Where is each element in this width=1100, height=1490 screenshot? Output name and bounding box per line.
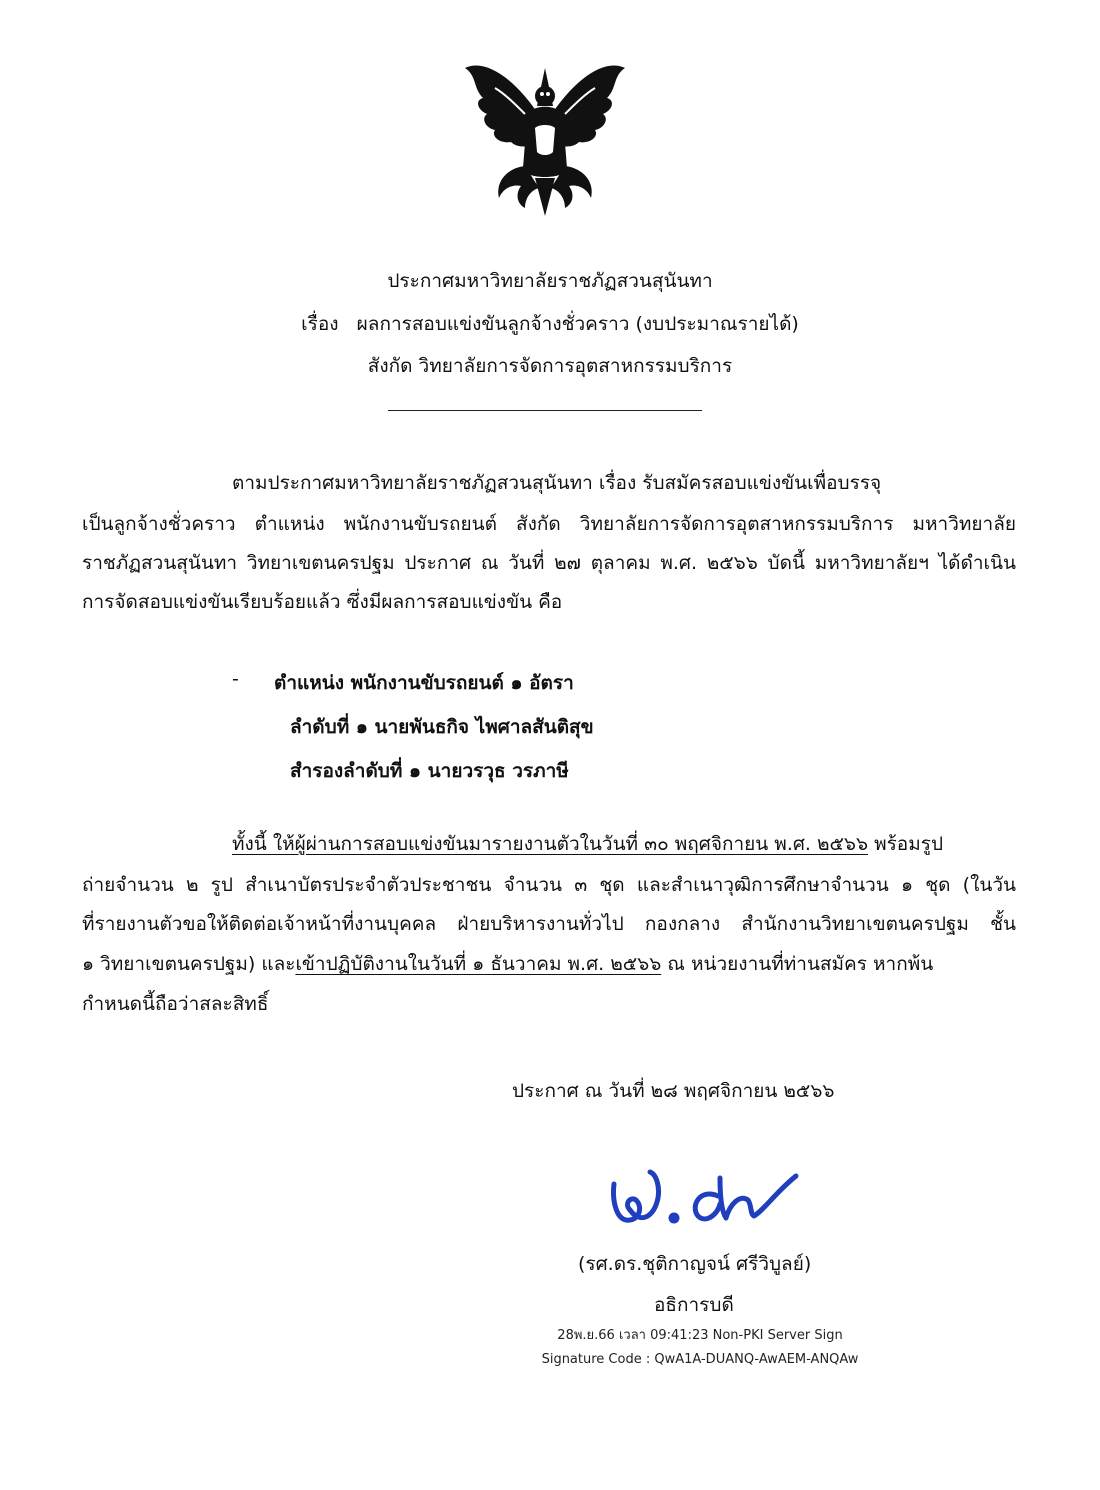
start-work-date-underlined: เข้าปฏิบัติงานในวันที่ ๑ ธันวาคม พ.ศ. ๒๕๖๖ xyxy=(295,953,662,975)
header-divider xyxy=(388,410,702,411)
instructions-line-4 xyxy=(82,949,933,979)
intro-line-4: การจัดสอบแข่งขันเรียบร้อยแล้ว ซึ่งมีผลการสอบแข่งขัน คือ xyxy=(82,591,563,613)
announce-date: ประกาศ ณ วันที่ ๒๘ พฤศจิกายน ๒๕๖๖ xyxy=(512,1080,835,1102)
reserve-rank-1: สำรองลำดับที่ ๑ นายวรวุธ วรภาษี xyxy=(290,760,569,782)
instructions-line-1 xyxy=(232,829,943,859)
intro-line-2: เป็นลูกจ้างชั่วคราว ตำแหน่ง พนักงานขับรถยนต์ สังกัด วิทยาลัยการจัดการอุตสาหกรรมบริการ มหาวิทยาลัย xyxy=(82,513,1016,535)
instructions-line-4-rest: ณ หน่วยงานที่ท่านสมัคร หากพ้น xyxy=(661,953,934,975)
subject-line xyxy=(0,309,1100,339)
subject-text: ผลการสอบแข่งขันลูกจ้างชั่วคราว (งบประมาณรายได้) xyxy=(356,313,799,335)
intro-line-1: ตามประกาศมหาวิทยาลัยราชภัฏสวนสุนันทา เรื่อง รับสมัครสอบแข่งขันเพื่อบรรจุ xyxy=(232,472,882,494)
subject-label: เรื่อง xyxy=(301,313,339,335)
sign-timestamp: 28พ.ย.66 เวลา 09:41:23 Non-PKI Server Sign xyxy=(557,1328,843,1343)
instructions-line-2: ถ่ายจำนวน ๒ รูป สำเนาบัตรประจำตัวประชาชน จำนวน ๓ ชุด และสำเนาวุฒิการศึกษาจำนวน ๑ ชุด (ในวัน xyxy=(82,874,1016,896)
result-bullet: - xyxy=(232,668,239,690)
garuda-emblem-icon xyxy=(455,48,635,220)
report-date-underlined: ทั้งนี้ ให้ผู้ผ่านการสอบแข่งขันมารายงานตัวในวันที่ ๓๐ พฤศจิกายน พ.ศ. ๒๕๖๖ xyxy=(232,833,869,855)
intro-line-3: ราชภัฏสวนสุนันทา วิทยาเขตนครปฐม ประกาศ ณ วันที่ ๒๗ ตุลาคม พ.ศ. ๒๕๖๖ บัดนี้ มหาวิทยาลัยฯ ได้ดำเนิน xyxy=(82,552,1016,574)
instructions-line-1-rest: พร้อมรูป xyxy=(868,833,944,855)
signatory-title: อธิการบดี xyxy=(654,1294,734,1316)
instructions-line-3: ที่รายงานตัวขอให้ติดต่อเจ้าหน้าที่งานบุคคล ฝ่ายบริหารงานทั่วไป กองกลาง สำนักงานวิทยาเขตนครปฐม ชั้น xyxy=(82,913,1016,935)
rank-1-winner: ลำดับที่ ๑ นายพันธกิจ ไพศาลสันติสุข xyxy=(290,716,594,738)
signatory-name: (รศ.ดร.ชุติกาญจน์ ศรีวิบูลย์) xyxy=(578,1253,812,1275)
position-heading: ตำแหน่ง พนักงานขับรถยนต์ ๑ อัตรา xyxy=(274,672,574,694)
affiliation-line: สังกัด วิทยาลัยการจัดการอุตสาหกรรมบริการ xyxy=(367,355,733,377)
instructions-line-4-start: ๑ วิทยาเขตนครปฐม) และ xyxy=(82,953,296,975)
handwritten-signature xyxy=(596,1148,806,1238)
announcement-title: ประกาศมหาวิทยาลัยราชภัฏสวนสุนันทา xyxy=(387,270,713,292)
signature-code: Signature Code : QwA1A-DUANQ-AwAEM-ANQAw xyxy=(541,1352,859,1367)
instructions-line-5: กำหนดนี้ถือว่าสละสิทธิ์ xyxy=(82,993,269,1015)
